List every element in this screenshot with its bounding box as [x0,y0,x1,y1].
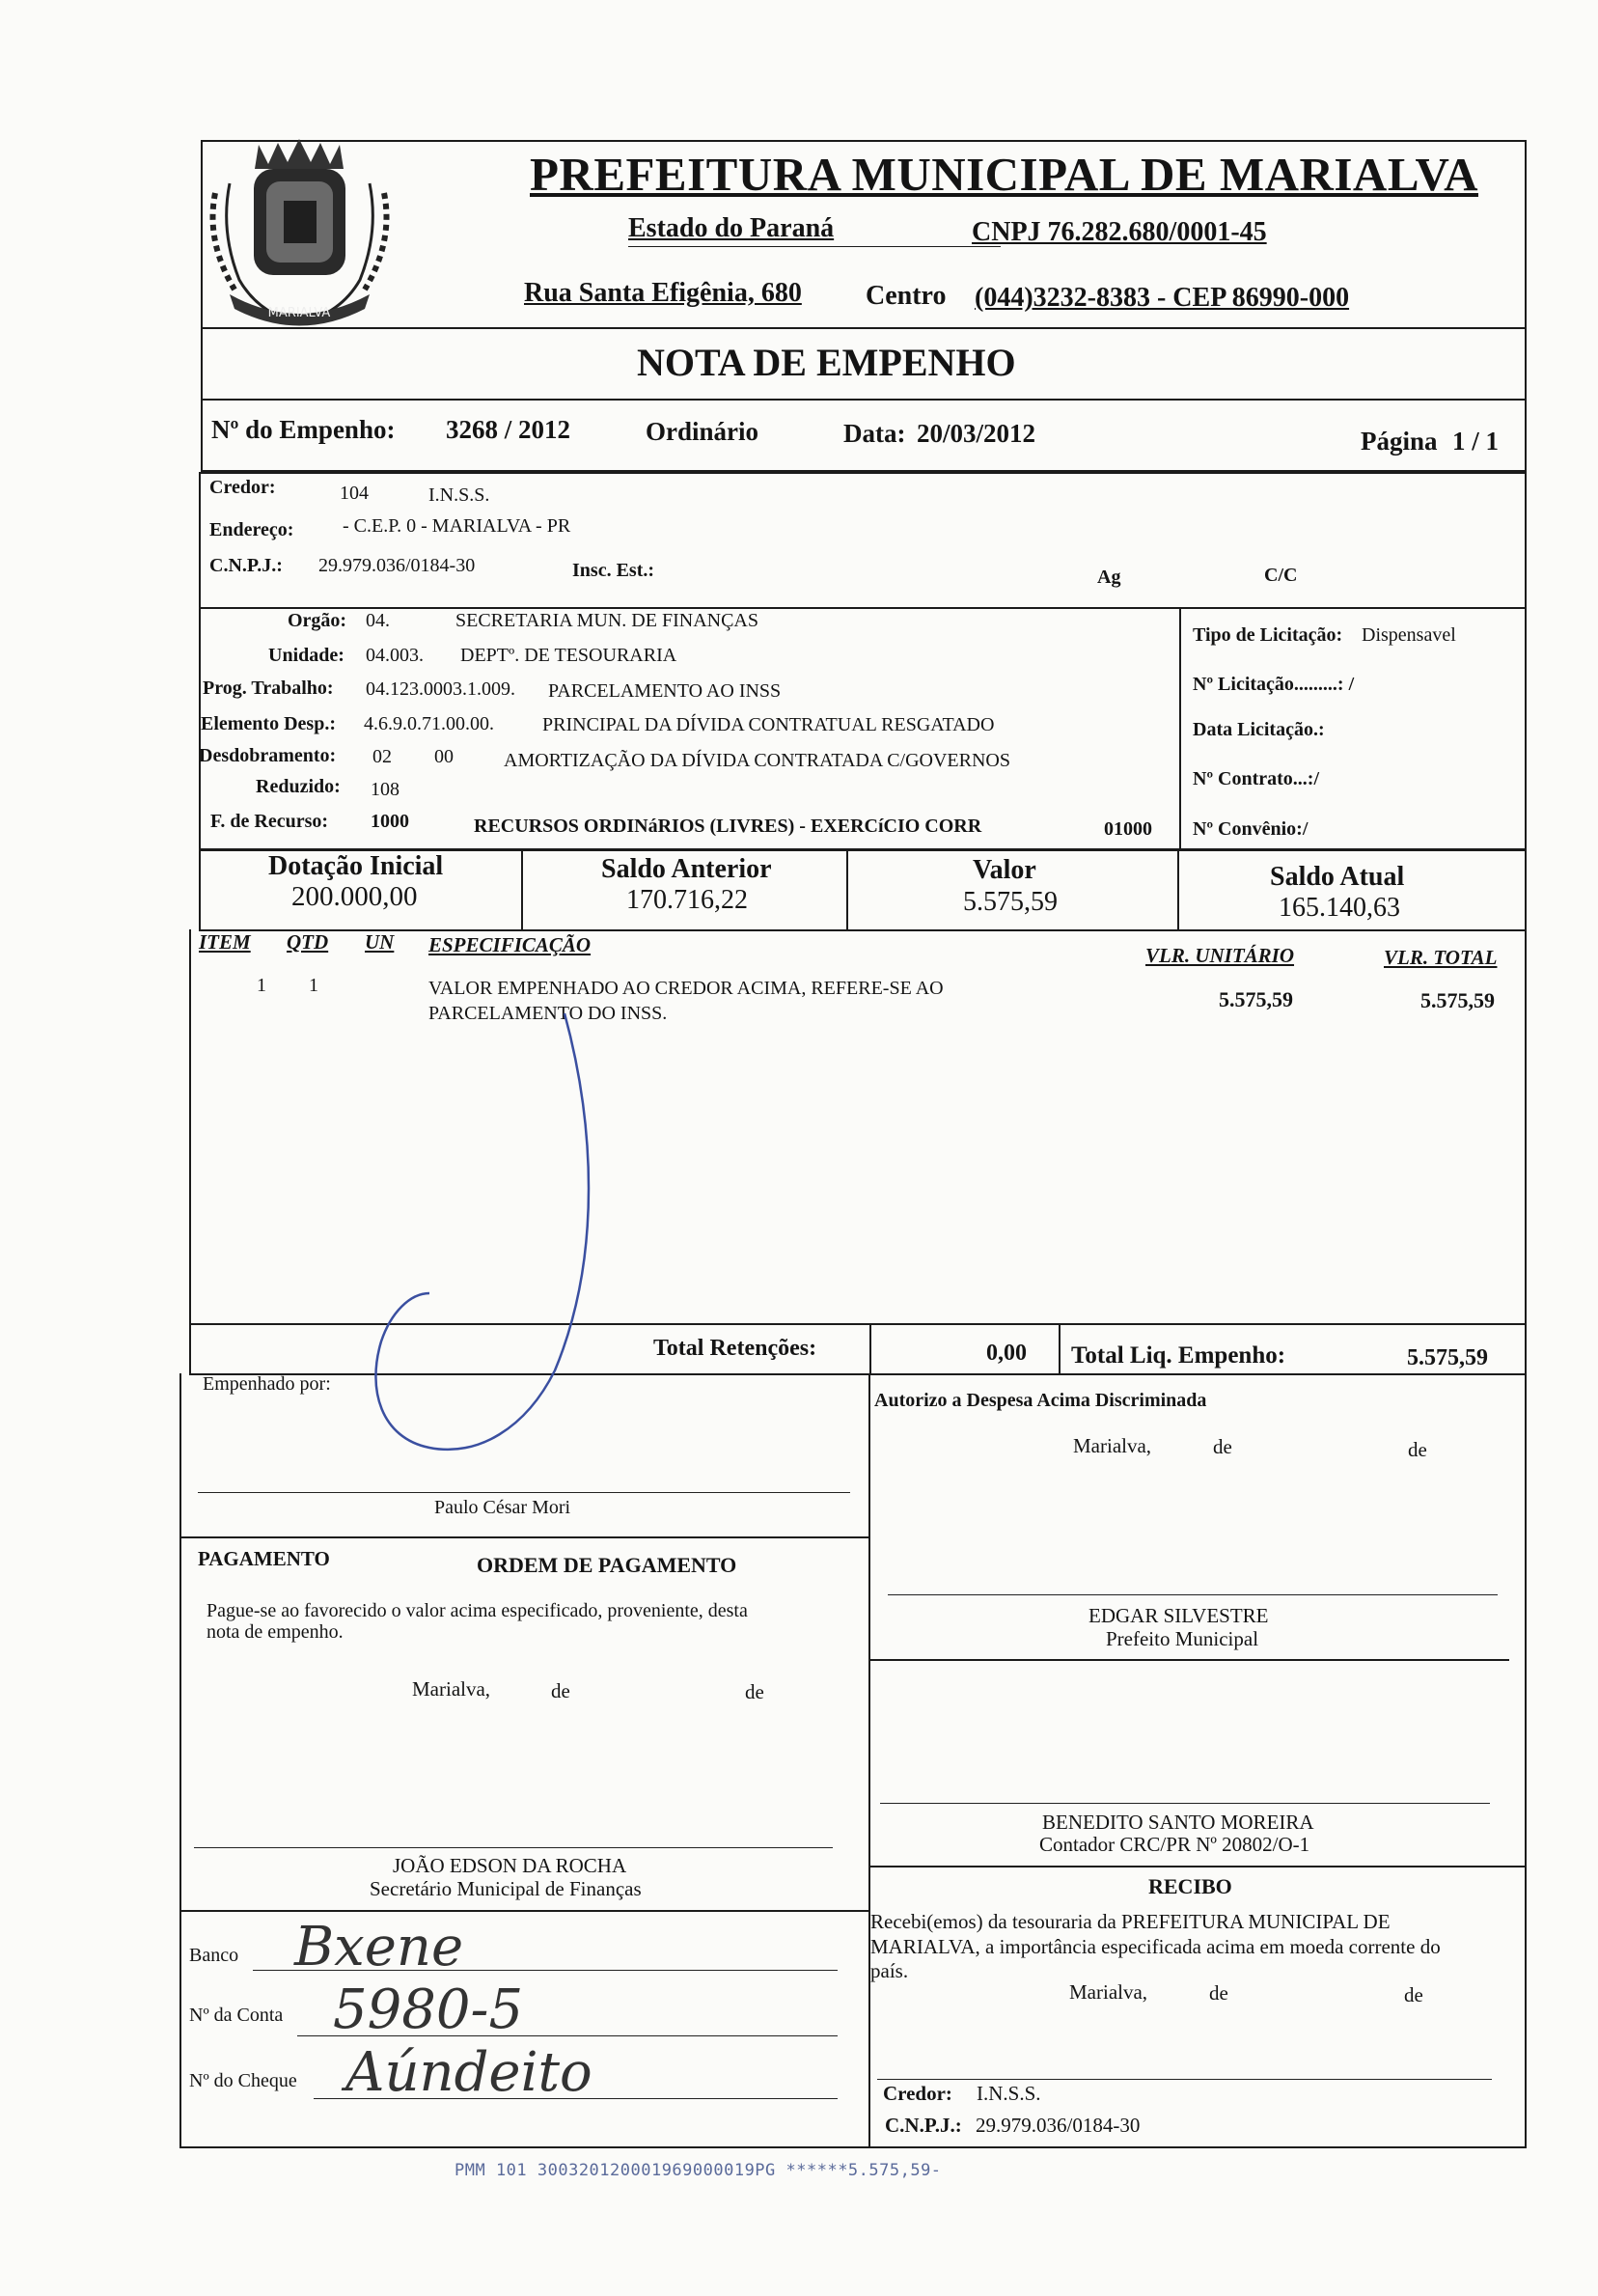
desdobramento-code1: 02 [372,746,392,767]
col-un: UN [365,930,395,954]
dotacao-label: Dotação Inicial [268,851,444,881]
classificacao-divider [1179,607,1181,851]
col-vlr-unitario: VLR. UNITÁRIO [1145,944,1295,967]
recibo-text-2: MARIALVA, a importância especificada acima em moeda corrente do [870,1935,1441,1958]
recurso-label: F. de Recurso: [210,811,329,832]
recibo-credor-label: Credor: [883,2082,952,2105]
unidade-code: 04.003. [366,645,424,666]
empenho-type: Ordinário [646,417,759,446]
col-qtd: QTD [287,930,329,954]
saldo-atual-value: 165.140,63 [1279,893,1400,923]
prefeito-name: EDGAR SILVESTRE [1088,1604,1269,1627]
credor-code: 104 [340,483,369,504]
recibo-de-1: de [1209,1981,1228,2005]
prog-code: 04.123.0003.1.009. [366,678,515,700]
pagamento-de-1: de [551,1679,570,1702]
pagamento-text-2: nota de empenho. [207,1621,344,1643]
empenhado-bottom-rule [179,1536,868,1538]
credor-box [199,472,1527,609]
endereco-label: Endereço: [209,519,294,540]
licitacao-tipo: Dispensavel [1362,624,1456,646]
col-vlr-total: VLR. TOTAL [1384,946,1498,969]
empenho-number-label: Nº do Empenho: [211,415,396,444]
empenho-date: 20/03/2012 [917,419,1036,448]
empenho-number: 3268 / 2012 [446,415,571,444]
valor-label: Valor [973,855,1036,885]
pagamento-label: PAGAMENTO [198,1547,330,1570]
desdobramento-code2: 00 [434,746,454,767]
recibo-text-3: país. [870,1959,909,1982]
footer-code: PMM 101 300320120001969000019PG ******5.575,59- [455,2161,942,2180]
licitacao-numero: Nº Licitação.........: / [1193,674,1355,695]
recurso-code: 1000 [371,811,409,832]
empenho-date-label: Data: [843,419,906,448]
desdobramento-label: Desdobramento: [199,745,337,766]
recurso-name: RECURSOS ORDINáRIOS (LIVRES) - EXERCíCIO CORR [474,816,982,837]
licitacao-data: Data Licitação.: [1193,719,1325,740]
item-row-total: 5.575,59 [1420,988,1495,1012]
phone-cep-label: (044)3232-8383 - CEP 86990-000 [975,283,1350,313]
dotacao-value: 200.000,00 [291,881,418,912]
desdobramento-name: AMORTIZAÇÃO DA DÍVIDA CONTRATADA C/GOVERNOS [504,750,1010,771]
conta-label: Nº da Conta [189,2005,284,2026]
item-row-qtd: 1 [309,975,318,996]
unidade-name: DEPTº. DE TESOURARIA [460,645,677,666]
pagamento-de-2: de [745,1680,764,1703]
page-label: Página [1361,427,1438,456]
recibo-cnpj-label: C.N.P.J.: [885,2114,962,2137]
secretario-bottom-rule [179,1910,868,1912]
prefeito-title: Prefeito Municipal [1106,1627,1259,1650]
autorizo-de-1: de [1213,1435,1232,1458]
convenio-numero: Nº Convênio:/ [1193,818,1309,840]
empenhado-name: Paulo César Mori [434,1497,571,1518]
ordem-pagamento-label: ORDEM DE PAGAMENTO [477,1553,737,1577]
secretario-signature-line [194,1847,833,1848]
state-label: Estado do Paraná [628,213,835,243]
totais-divider-2 [1059,1323,1061,1375]
municipal-seal [201,125,399,338]
reduzido-value: 108 [371,779,400,800]
saldo-atual-label: Saldo Atual [1270,862,1405,892]
ag-label: Ag [1097,567,1121,588]
contador-signature-line [880,1803,1490,1804]
cheque-label: Nº do Cheque [189,2070,297,2091]
item-row-desc-2: PARCELAMENTO DO INSS. [428,1003,668,1024]
retencoes-value: 0,00 [986,1341,1027,1366]
cc-label: C/C [1264,565,1298,586]
secretario-name: JOÃO EDSON DA ROCHA [393,1854,627,1877]
lower-divider [868,1373,870,2148]
credor-name: I.N.S.S. [428,484,490,506]
cheque-handwritten: Aúndeito [345,2041,592,2104]
recibo-de-2: de [1404,1983,1423,2006]
district-label: Centro [866,281,947,311]
col-especificacao: ESPECIFICAÇÃO [428,933,592,956]
totais-divider-1 [869,1323,871,1375]
secretario-title: Secretário Municipal de Finanças [370,1877,642,1900]
address-label: Rua Santa Efigênia, 680 [524,278,802,308]
municipality-title: PREFEITURA MUNICIPAL DE MARIALVA [530,148,1478,201]
liquido-label: Total Liq. Empenho: [1071,1342,1286,1369]
item-row-unit: 5.575,59 [1219,987,1293,1011]
unidade-label: Unidade: [268,645,344,666]
prog-name: PARCELAMENTO AO INSS [548,680,782,702]
svg-text:MARIALVA: MARIALVA [267,306,331,320]
credor-label: Credor: [209,477,276,498]
recurso-num: 01000 [1104,818,1152,840]
blue-signature [362,1004,613,1467]
item-row-item: 1 [257,975,266,996]
recibo-text-1: Recebi(emos) da tesouraria da PREFEITURA MUNICIPAL DE [870,1910,1391,1933]
banco-handwritten: Bxene [294,1916,464,1978]
elemento-label: Elemento Desp.: [201,713,336,734]
contrato-numero: Nº Contrato...:/ [1193,768,1320,789]
doc-title: NOTA DE EMPENHO [637,341,1016,384]
prefeito-signature-line [888,1594,1498,1595]
prefeito-bottom-rule [868,1659,1509,1661]
banco-label: Banco [189,1945,239,1966]
liquido-value: 5.575,59 [1407,1345,1488,1370]
saldo-divider-3 [1177,848,1179,931]
orgao-label: Orgão: [288,610,347,631]
valor-value: 5.575,59 [963,887,1058,917]
autorizo-de-2: de [1408,1438,1427,1461]
contador-bottom-rule [868,1866,1527,1867]
recibo-place: Marialva, [1069,1980,1148,2004]
insc-est-label: Insc. Est.: [572,560,655,581]
credor-cnpj: 29.979.036/0184-30 [318,555,476,576]
reduzido-label: Reduzido: [256,776,341,797]
page-number: 1 / 1 [1452,427,1500,456]
recibo-credor: I.N.S.S. [977,2082,1041,2105]
pagamento-place: Marialva, [412,1677,491,1701]
item-row-desc-1: VALOR EMPENHADO AO CREDOR ACIMA, REFERE-SE AO [428,978,944,999]
contador-title: Contador CRC/PR Nº 20802/O-1 [1039,1833,1310,1856]
col-item: ITEM [199,930,251,954]
autorizo-place: Marialva, [1073,1434,1152,1457]
credor-cnpj-label: C.N.P.J.: [209,555,283,576]
conta-handwritten: 5980-5 [333,1978,524,2041]
pagamento-text-1: Pague-se ao favorecido o valor acima especificado, proveniente, desta [207,1600,748,1621]
licitacao-tipo-label: Tipo de Licitação: [1193,624,1343,646]
cnpj-label: CNPJ 76.282.680/0001-45 [972,217,1267,247]
empenhado-label: Empenhado por: [203,1373,331,1395]
recibo-cnpj: 29.979.036/0184-30 [976,2114,1141,2137]
elemento-code: 4.6.9.0.71.00.00. [364,713,494,734]
recibo-title: RECIBO [1148,1874,1232,1898]
saldo-anterior-value: 170.716,22 [626,885,748,915]
prog-label: Prog. Trabalho: [203,678,334,699]
saldo-divider-1 [521,848,523,931]
recibo-signature-line [877,2079,1492,2080]
retencoes-label: Total Retenções: [653,1336,817,1361]
elemento-name: PRINCIPAL DA DÍVIDA CONTRATUAL RESGATADO [542,714,995,735]
empenhado-signature-line [198,1492,850,1493]
orgao-code: 04. [366,610,390,631]
endereco-value: - C.E.P. 0 - MARIALVA - PR [343,515,571,537]
contador-name: BENEDITO SANTO MOREIRA [1042,1811,1314,1834]
autorizo-label: Autorizo a Despesa Acima Discriminada [874,1390,1207,1411]
state-rule [628,246,1001,247]
saldo-anterior-label: Saldo Anterior [601,854,772,884]
orgao-name: SECRETARIA MUN. DE FINANÇAS [455,610,758,631]
saldo-divider-2 [846,848,848,931]
